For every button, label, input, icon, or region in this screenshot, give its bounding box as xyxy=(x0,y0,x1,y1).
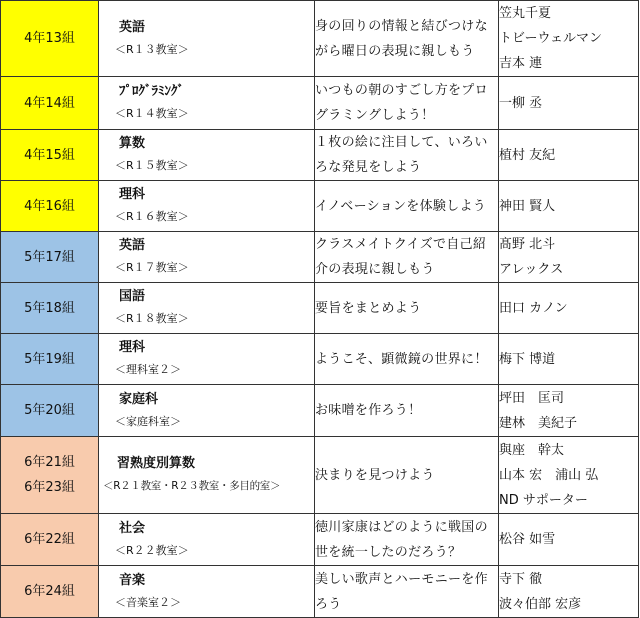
topic-cell: 決まりを見つけよう xyxy=(315,437,499,514)
class-cell xyxy=(1,437,99,514)
subject-cell xyxy=(99,232,315,283)
teacher-name: 吉本 連 xyxy=(499,56,543,71)
subject-name: 英語 xyxy=(119,238,146,253)
class-label: 5年17組 xyxy=(24,249,75,265)
room-name: ＜R２２教室＞ xyxy=(115,543,189,557)
topic-cell: イノベーションを体験しよう xyxy=(315,181,499,232)
class-label: 4年15組 xyxy=(24,147,75,163)
teachers-cell xyxy=(499,514,639,566)
teachers-cell xyxy=(499,385,639,437)
topic-cell: 美しい歌声とハーモニーを作ろう xyxy=(315,566,499,618)
table-row xyxy=(1,77,639,130)
class-cell xyxy=(1,283,99,334)
class-cell xyxy=(1,181,99,232)
table-row xyxy=(1,385,639,437)
teacher-name: 梅下 博道 xyxy=(499,351,556,367)
room-name: ＜家庭科室＞ xyxy=(115,414,181,428)
topic-cell: 身の回りの情報と結びつけながら曜日の表現に親しもう xyxy=(315,1,499,77)
subject-name: 社会 xyxy=(119,520,146,536)
teachers-cell xyxy=(499,181,639,232)
class-cell xyxy=(1,514,99,566)
subject-name: 理科 xyxy=(119,340,146,355)
class-label: 6年23組 xyxy=(24,480,75,495)
subject-cell xyxy=(99,1,315,77)
class-label: 4年14組 xyxy=(24,95,75,111)
topic-cell: 要旨をまとめよう xyxy=(315,283,499,334)
table-row xyxy=(1,1,639,77)
table-row xyxy=(1,566,639,618)
class-cell xyxy=(1,232,99,283)
room-name: ＜R１３教室＞ xyxy=(115,42,189,56)
teachers-cell xyxy=(499,334,639,385)
teacher-name: 笠丸千夏 xyxy=(499,6,552,21)
teacher-name: 與座 幹太 xyxy=(499,442,565,458)
class-label: 5年20組 xyxy=(24,403,75,418)
subject-name: 音楽 xyxy=(119,572,146,588)
room-name: ＜理科室２＞ xyxy=(115,363,181,376)
teacher-name: 髙野 北斗 xyxy=(499,237,556,252)
teachers-cell xyxy=(499,1,639,77)
teachers-cell xyxy=(499,566,639,618)
teacher-name: 神田 賢人 xyxy=(499,198,556,214)
subject-cell xyxy=(99,514,315,566)
table-row xyxy=(1,514,639,566)
teachers-cell xyxy=(499,437,639,514)
subject-cell xyxy=(99,566,315,618)
class-label: 6年21組 xyxy=(24,455,75,470)
teacher-name: 松谷 如雪 xyxy=(499,532,556,547)
table-row xyxy=(1,232,639,283)
teacher-name: 植村 友紀 xyxy=(499,147,556,163)
subject-cell xyxy=(99,130,315,181)
subject-cell xyxy=(99,77,315,130)
room-name: ＜R１４教室＞ xyxy=(115,107,189,120)
teachers-cell xyxy=(499,232,639,283)
room-name: ＜R１５教室＞ xyxy=(115,159,189,172)
topic-cell: １枚の絵に注目して、いろいろな発見をしよう xyxy=(315,130,499,181)
topic-cell: お味噌を作ろう！ xyxy=(315,385,499,437)
teacher-name: 建林 美紀子 xyxy=(499,415,578,431)
subject-name: 英語 xyxy=(119,19,146,35)
teacher-name: 波々伯部 宏彦 xyxy=(499,596,582,612)
class-cell xyxy=(1,385,99,437)
room-name: ＜R１７教室＞ xyxy=(115,261,189,274)
teacher-name: ND サポーター xyxy=(499,492,588,508)
teacher-name: 一柳 丞 xyxy=(499,95,543,111)
teacher-name: トビーウェルマン xyxy=(499,31,602,46)
room-name: ＜R１６教室＞ xyxy=(115,210,189,223)
class-label: 5年18組 xyxy=(24,300,75,316)
class-cell xyxy=(1,566,99,618)
table-row xyxy=(1,181,639,232)
subject-cell xyxy=(99,283,315,334)
class-cell xyxy=(1,334,99,385)
table-row xyxy=(1,283,639,334)
class-cell xyxy=(1,1,99,77)
class-label: 6年24組 xyxy=(24,584,75,599)
class-label: 6年22組 xyxy=(24,532,75,547)
topic-cell: いつもの朝のすごし方をプログラミングしよう！ xyxy=(315,77,499,130)
subject-name: 算数 xyxy=(119,136,146,151)
subject-name: 理科 xyxy=(119,187,146,202)
teachers-cell xyxy=(499,130,639,181)
class-label: 5年19組 xyxy=(24,351,75,367)
class-cell xyxy=(1,77,99,130)
teachers-cell xyxy=(499,283,639,334)
room-name: ＜R２１教室・R２３教室・多目的室＞ xyxy=(103,480,281,492)
subject-cell xyxy=(99,334,315,385)
room-name: ＜音楽室２＞ xyxy=(115,595,181,609)
class-label: 4年13組 xyxy=(24,31,75,46)
subject-cell xyxy=(99,437,315,514)
teacher-name: 寺下 徹 xyxy=(499,571,543,587)
class-cell xyxy=(1,130,99,181)
teacher-name: 田口 カノン xyxy=(499,300,568,316)
class-label: 4年16組 xyxy=(24,198,75,214)
subject-name: 家庭科 xyxy=(119,391,159,407)
teacher-name: 山本 宏 浦山 弘 xyxy=(499,467,599,483)
table-row xyxy=(1,130,639,181)
subject-name: 習熟度別算数 xyxy=(117,456,196,471)
subject-name: 国語 xyxy=(119,289,146,304)
subject-name: ﾌﾟﾛｸﾞﾗﾐﾝｸﾞ xyxy=(119,84,184,99)
topic-cell: ようこそ、顕微鏡の世界に！ xyxy=(315,334,499,385)
room-name: ＜R１８教室＞ xyxy=(115,312,189,325)
table-row xyxy=(1,437,639,514)
topic-cell: 徳川家康はどのように戦国の世を統一したのだろう？ xyxy=(315,514,499,566)
subject-cell xyxy=(99,181,315,232)
teacher-name: アレックス xyxy=(499,262,564,277)
teacher-name: 坪田 匡司 xyxy=(499,390,565,406)
topic-cell: クラスメイトクイズで自己紹介の表現に親しもう xyxy=(315,232,499,283)
subject-cell xyxy=(99,385,315,437)
teachers-cell xyxy=(499,77,639,130)
table-row xyxy=(1,334,639,385)
